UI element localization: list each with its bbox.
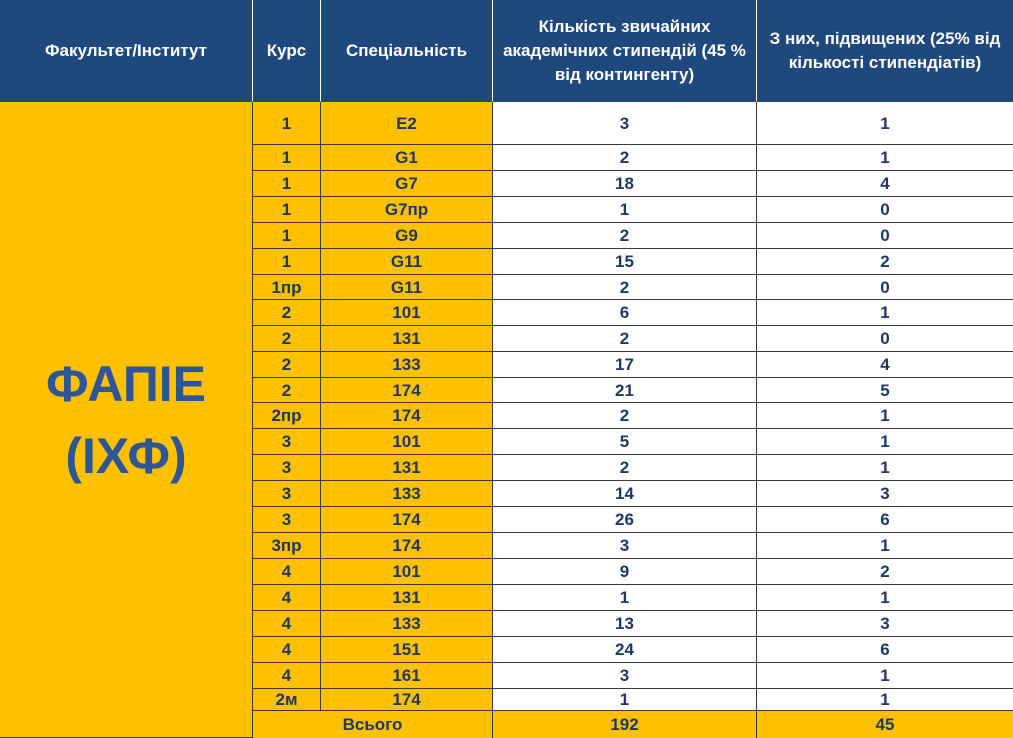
specialty-cell: 101 <box>321 429 493 455</box>
course-cell: 2 <box>253 378 321 403</box>
regular-cell: 1 <box>493 197 757 223</box>
specialty-cell: G9 <box>321 223 493 249</box>
course-cell: 2 <box>253 352 321 378</box>
increased-cell: 5 <box>757 378 1013 403</box>
increased-cell: 2 <box>757 559 1013 585</box>
regular-cell: 1 <box>493 585 757 611</box>
regular-cell: 1 <box>493 689 757 711</box>
course-cell: 4 <box>253 611 321 637</box>
increased-cell: 4 <box>757 171 1013 197</box>
specialty-cell: 131 <box>321 455 493 481</box>
increased-cell: 6 <box>757 637 1013 663</box>
increased-cell: 6 <box>757 507 1013 533</box>
faculty-name <box>0 102 253 738</box>
total-regular: 192 <box>493 711 757 738</box>
course-cell: 3 <box>253 429 321 455</box>
regular-cell: 18 <box>493 171 757 197</box>
course-cell: 3пр <box>253 533 321 559</box>
increased-cell: 1 <box>757 663 1013 689</box>
regular-cell: 15 <box>493 249 757 275</box>
regular-cell: 2 <box>493 145 757 171</box>
header-increased-scholarships: З них, підвищених (25% від кількості стипендіатів) <box>757 0 1013 102</box>
course-cell: 1 <box>253 102 321 145</box>
specialty-cell: G7пр <box>321 197 493 223</box>
course-cell: 1 <box>253 249 321 275</box>
specialty-cell: G11 <box>321 275 493 300</box>
header-course: Курс <box>253 0 321 102</box>
total-increased: 45 <box>757 711 1013 738</box>
specialty-cell: 101 <box>321 300 493 326</box>
regular-cell: 17 <box>493 352 757 378</box>
specialty-cell: 174 <box>321 378 493 403</box>
regular-cell: 6 <box>493 300 757 326</box>
regular-cell: 3 <box>493 533 757 559</box>
regular-cell: 2 <box>493 223 757 249</box>
specialty-cell: 133 <box>321 611 493 637</box>
header-regular-scholarships: Кількість звичайних академічних стипендій (45 % від контингенту) <box>493 0 757 102</box>
increased-cell: 1 <box>757 533 1013 559</box>
regular-cell: 9 <box>493 559 757 585</box>
increased-cell: 3 <box>757 481 1013 507</box>
specialty-cell: 133 <box>321 352 493 378</box>
increased-cell: 1 <box>757 585 1013 611</box>
specialty-cell: 174 <box>321 507 493 533</box>
regular-cell: 2 <box>493 275 757 300</box>
specialty-cell: 151 <box>321 637 493 663</box>
specialty-cell: 131 <box>321 585 493 611</box>
course-cell: 4 <box>253 559 321 585</box>
increased-cell: 1 <box>757 689 1013 711</box>
course-cell: 3 <box>253 455 321 481</box>
course-cell: 4 <box>253 637 321 663</box>
regular-cell: 3 <box>493 102 757 145</box>
regular-cell: 2 <box>493 326 757 352</box>
course-cell: 2 <box>253 300 321 326</box>
regular-cell: 2 <box>493 455 757 481</box>
course-cell: 1 <box>253 223 321 249</box>
faculty-name-line2: (ІХФ) <box>65 427 187 484</box>
specialty-cell: 174 <box>321 533 493 559</box>
increased-cell: 1 <box>757 300 1013 326</box>
course-cell: 2м <box>253 689 321 711</box>
course-cell: 4 <box>253 663 321 689</box>
course-cell: 4 <box>253 585 321 611</box>
specialty-cell: 161 <box>321 663 493 689</box>
specialty-cell: E2 <box>321 102 493 145</box>
regular-cell: 24 <box>493 637 757 663</box>
regular-cell: 26 <box>493 507 757 533</box>
increased-cell: 0 <box>757 223 1013 249</box>
specialty-cell: G11 <box>321 249 493 275</box>
increased-cell: 3 <box>757 611 1013 637</box>
specialty-cell: G7 <box>321 171 493 197</box>
course-cell: 1 <box>253 197 321 223</box>
increased-cell: 1 <box>757 455 1013 481</box>
increased-cell: 1 <box>757 145 1013 171</box>
regular-cell: 2 <box>493 403 757 429</box>
specialty-cell: 174 <box>321 689 493 711</box>
course-cell: 1 <box>253 145 321 171</box>
specialty-cell: 131 <box>321 326 493 352</box>
course-cell: 3 <box>253 481 321 507</box>
course-cell: 1пр <box>253 275 321 300</box>
header-faculty: Факультет/Інститут <box>0 0 253 102</box>
regular-cell: 5 <box>493 429 757 455</box>
course-cell: 2 <box>253 326 321 352</box>
increased-cell: 0 <box>757 326 1013 352</box>
regular-cell: 13 <box>493 611 757 637</box>
increased-cell: 1 <box>757 429 1013 455</box>
course-cell: 3 <box>253 507 321 533</box>
regular-cell: 14 <box>493 481 757 507</box>
specialty-cell: 174 <box>321 403 493 429</box>
increased-cell: 4 <box>757 352 1013 378</box>
specialty-cell: 133 <box>321 481 493 507</box>
increased-cell: 0 <box>757 275 1013 300</box>
course-cell: 1 <box>253 171 321 197</box>
regular-cell: 21 <box>493 378 757 403</box>
course-cell: 2пр <box>253 403 321 429</box>
faculty-name-line1: ФАПІЕ <box>45 355 207 412</box>
total-label: Всього <box>253 711 493 738</box>
header-specialty: Спеціальність <box>321 0 493 102</box>
increased-cell: 1 <box>757 102 1013 145</box>
specialty-cell: 101 <box>321 559 493 585</box>
increased-cell: 1 <box>757 403 1013 429</box>
specialty-cell: G1 <box>321 145 493 171</box>
increased-cell: 0 <box>757 197 1013 223</box>
increased-cell: 2 <box>757 249 1013 275</box>
regular-cell: 3 <box>493 663 757 689</box>
